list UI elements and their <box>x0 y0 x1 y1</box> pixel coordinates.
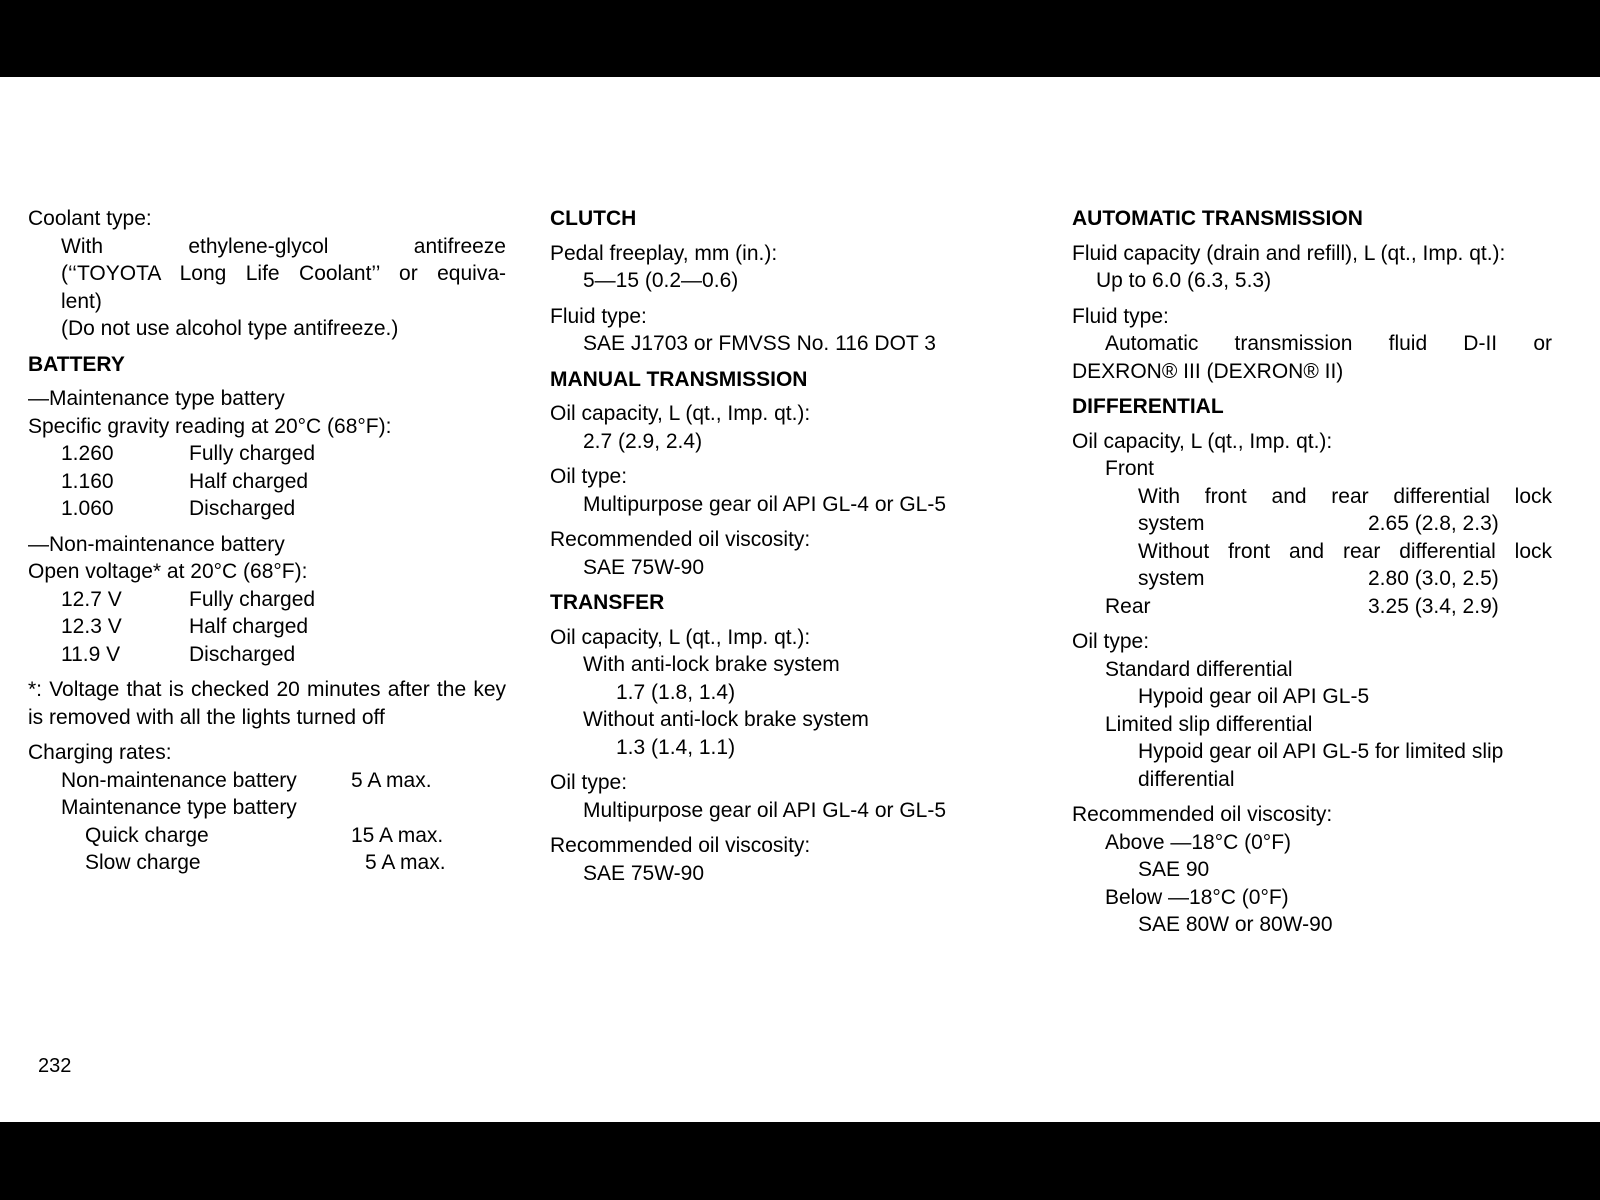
sg-state: Fully charged <box>189 442 316 465</box>
clutch-heading: CLUTCH <box>550 207 637 230</box>
charging-row-label: Slow charge <box>85 851 201 874</box>
ov-value: 11.9 V <box>61 642 121 666</box>
transfer-heading: TRANSFER <box>550 591 665 614</box>
without-lock-line-2: system <box>1138 567 1205 590</box>
maintenance-rates <box>61 822 506 877</box>
mt-oil-capacity-value: 2.7 (2.9, 2.4) <box>583 429 703 453</box>
tr-abs-label: With anti-lock brake system <box>583 653 840 676</box>
specific-gravity-label: Specific gravity reading at 20°C (68°F): <box>28 414 392 438</box>
table-row <box>28 641 506 669</box>
rear-value: 3.25 (3.4, 2.9) <box>1368 594 1499 618</box>
sg-state: Discharged <box>189 497 296 520</box>
tr-oil-type-label: Oil type: <box>550 771 628 794</box>
coolant-note: (Do not use alcohol type antifreeze.) <box>61 317 399 340</box>
differential-heading: DIFFERENTIAL <box>1072 395 1224 418</box>
diff-viscosity-label: Recommended oil viscosity: <box>1072 803 1333 826</box>
diff-oil-capacity-label: Oil capacity, L (qt., Imp. qt.): <box>1072 429 1333 453</box>
mt-oil-type-label: Oil type: <box>550 465 628 488</box>
charging-row-label: Non-maintenance battery <box>61 768 297 792</box>
pedal-freeplay-label: Pedal freeplay, mm (in.): <box>550 241 778 265</box>
above-temp-label: Above —18°C (0°F) <box>1105 830 1292 854</box>
tr-viscosity-value: SAE 75W-90 <box>583 861 705 885</box>
standard-diff-value: Hypoid gear oil API GL-5 <box>1138 685 1370 708</box>
coolant-description <box>28 233 506 343</box>
charging-row <box>85 849 506 877</box>
table-row <box>28 613 506 641</box>
coolant-line-2: (‘‘TOYOTA Long Life Coolant’’ or equiva- <box>61 262 506 285</box>
without-lock-value: 2.80 (3.0, 2.5) <box>1368 567 1499 590</box>
ov-value: 12.3 V <box>61 615 122 638</box>
column-left <box>28 205 506 877</box>
with-lock-row <box>1072 510 1552 538</box>
specific-gravity-table <box>28 440 506 523</box>
lsd-label: Limited slip differential <box>1105 712 1313 736</box>
at-fluid-type-line-1: Automatic transmission fluid D-II or <box>1105 332 1552 355</box>
standard-diff-label: Standard differential <box>1105 657 1293 681</box>
charging-row-value: 5 A max. <box>365 851 446 874</box>
ov-state: Fully charged <box>189 587 316 611</box>
diff-oil-type-label: Oil type: <box>1072 630 1150 653</box>
at-fluid-type-label: Fluid type: <box>1072 304 1169 328</box>
clutch-fluid-type-label: Fluid type: <box>550 304 647 328</box>
clutch-fluid-type-value: SAE J1703 or FMVSS No. 116 DOT 3 <box>583 332 936 355</box>
tr-abs-value: 1.7 (1.8, 1.4) <box>616 680 736 704</box>
page-number: 232 <box>38 1055 72 1077</box>
table-row <box>28 440 506 468</box>
below-temp-label: Below —18°C (0°F) <box>1105 885 1289 909</box>
rear-label: Rear <box>1105 594 1151 618</box>
pedal-freeplay-value: 5—15 (0.2—0.6) <box>583 269 739 292</box>
open-voltage-label: Open voltage* at 20°C (68°F): <box>28 560 308 583</box>
charging-row <box>85 822 506 850</box>
mt-viscosity-label: Recommended oil viscosity: <box>550 528 811 551</box>
ov-state: Discharged <box>189 642 296 666</box>
open-voltage-table <box>28 586 506 669</box>
table-row <box>28 495 506 523</box>
with-lock-line-2: system <box>1138 512 1205 535</box>
below-temp-value: SAE 80W or 80W-90 <box>1138 913 1333 936</box>
ov-value: 12.7 V <box>61 587 122 611</box>
battery-heading: BATTERY <box>28 352 125 376</box>
tr-oil-type-value: Multipurpose gear oil API GL-4 or GL-5 <box>583 798 947 822</box>
sg-value: 1.060 <box>61 497 114 520</box>
charging-rates <box>28 767 506 877</box>
tr-viscosity-label: Recommended oil viscosity: <box>550 834 811 857</box>
manual-page <box>0 77 1600 1122</box>
coolant-type-label: Coolant type: <box>28 207 152 230</box>
manual-transmission-heading: MANUAL TRANSMISSION <box>550 367 808 391</box>
sg-value: 1.160 <box>61 469 114 493</box>
tr-noabs-label: Without anti-lock brake system <box>583 708 869 731</box>
with-lock-line-1: With front and rear differential lock <box>1138 484 1552 508</box>
coolant-line-3: lent) <box>61 289 102 313</box>
charging-row-value: 5 A max. <box>351 768 432 792</box>
maintenance-rate-label: Maintenance type battery <box>61 796 297 819</box>
automatic-transmission-heading: AUTOMATIC TRANSMISSION <box>1072 207 1363 230</box>
sg-state: Half charged <box>189 469 309 493</box>
at-fluid-capacity-value: Up to 6.0 (6.3, 5.3) <box>1096 269 1272 292</box>
charging-rates-label: Charging rates: <box>28 741 172 764</box>
non-maintenance-battery-label: —Non-maintenance battery <box>28 532 285 556</box>
above-temp-value: SAE 90 <box>1138 858 1210 881</box>
charging-row-label: Quick charge <box>85 823 209 847</box>
mt-viscosity-value: SAE 75W-90 <box>583 555 705 579</box>
at-fluid-capacity-label: Fluid capacity (drain and refill), L (qt., Imp. qt.): <box>1072 241 1506 265</box>
coolant-line-1: With ethylene-glycol antifreeze <box>61 234 506 258</box>
tr-oil-capacity-label: Oil capacity, L (qt., Imp. qt.): <box>550 625 811 649</box>
without-lock-line-1: Without front and rear differential lock <box>1138 539 1552 563</box>
charging-row <box>61 767 506 795</box>
mt-oil-capacity-label: Oil capacity, L (qt., Imp. qt.): <box>550 402 811 425</box>
front-label: Front <box>1105 457 1155 480</box>
mt-oil-type-value: Multipurpose gear oil API GL-4 or GL-5 <box>583 492 947 516</box>
rear-row <box>1072 593 1552 621</box>
column-right <box>1072 205 1552 939</box>
table-row <box>28 586 506 614</box>
without-lock-row <box>1072 565 1552 593</box>
tr-noabs-value: 1.3 (1.4, 1.1) <box>616 735 736 759</box>
table-row <box>28 468 506 496</box>
at-fluid-type-line-2: DEXRON® III (DEXRON® II) <box>1072 359 1344 383</box>
lsd-value: Hypoid gear oil API GL-5 for limited slip differential <box>1138 740 1504 791</box>
voltage-footnote: *: Voltage that is checked 20 minutes after the key is removed with all the lights turned off <box>28 678 506 729</box>
column-middle <box>550 205 1020 887</box>
ov-state: Half charged <box>189 615 309 638</box>
with-lock-value: 2.65 (2.8, 2.3) <box>1368 512 1499 535</box>
charging-row-value: 15 A max. <box>351 823 444 847</box>
sg-value: 1.260 <box>61 442 114 465</box>
maintenance-battery-label: —Maintenance type battery <box>28 387 285 410</box>
